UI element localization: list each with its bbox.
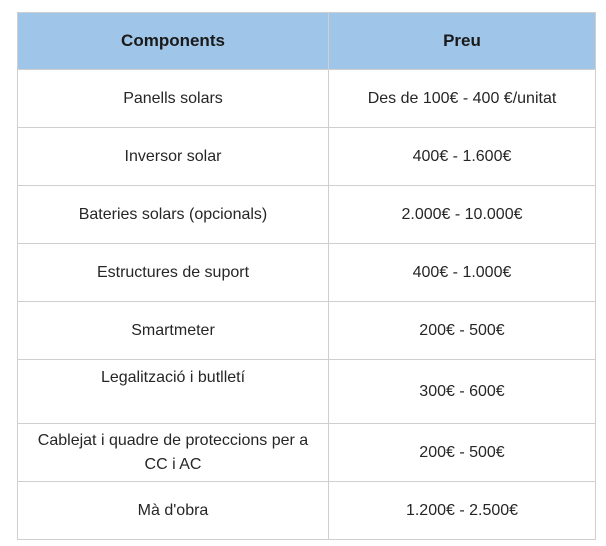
table-row <box>18 244 596 302</box>
table-row <box>18 302 596 360</box>
table-row <box>18 186 596 244</box>
table-row <box>18 360 596 424</box>
price-cell: Des de 100€ - 400 €/unitat <box>329 70 596 128</box>
component-cell: Panells solars <box>18 70 329 128</box>
price-cell: 400€ - 1.000€ <box>329 244 596 302</box>
column-header-components: Components <box>18 13 329 70</box>
component-cell: Estructures de suport <box>18 244 329 302</box>
table-row <box>18 424 596 482</box>
component-cell: Inversor solar <box>18 128 329 186</box>
price-cell: 200€ - 500€ <box>329 424 596 482</box>
price-cell: 400€ - 1.600€ <box>329 128 596 186</box>
table-body <box>18 70 596 540</box>
component-cell: Smartmeter <box>18 302 329 360</box>
header-row <box>18 13 596 70</box>
component-cell: Mà d'obra <box>18 482 329 540</box>
price-cell: 200€ - 500€ <box>329 302 596 360</box>
table-row <box>18 128 596 186</box>
component-cell: Bateries solars (opcionals) <box>18 186 329 244</box>
price-cell: 2.000€ - 10.000€ <box>329 186 596 244</box>
component-cell: Cablejat i quadre de proteccions per a CC i AC <box>18 424 329 482</box>
price-cell: 300€ - 600€ <box>329 360 596 424</box>
component-cell: Legalització i butlletí <box>18 360 329 424</box>
price-cell: 1.200€ - 2.500€ <box>329 482 596 540</box>
table-row <box>18 70 596 128</box>
column-header-price: Preu <box>329 13 596 70</box>
table-row <box>18 482 596 540</box>
price-table <box>17 12 596 540</box>
table-header <box>18 13 596 70</box>
